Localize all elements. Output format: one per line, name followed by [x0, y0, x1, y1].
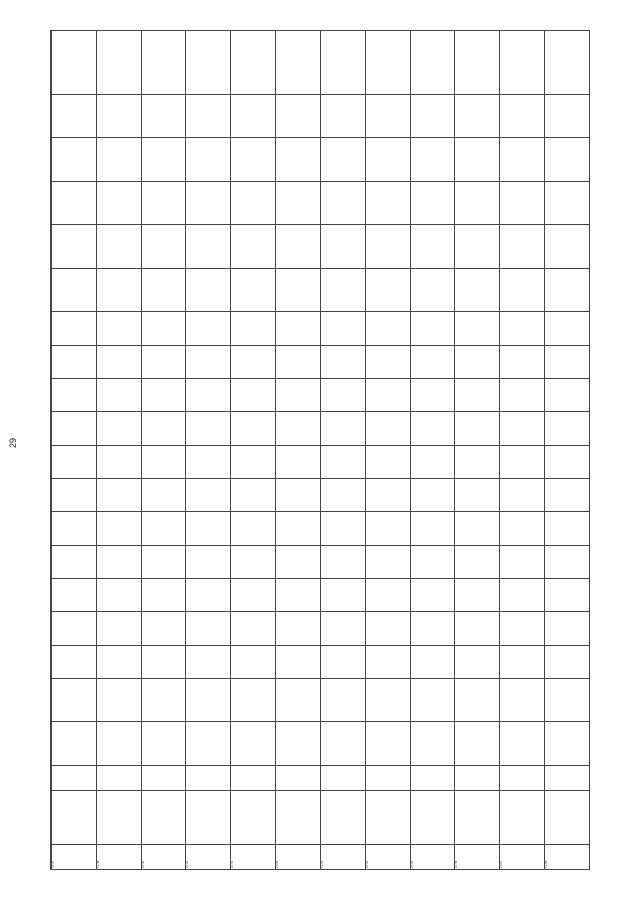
table-cell — [52, 512, 97, 545]
table-cell — [320, 268, 365, 311]
table-cell — [320, 512, 365, 545]
table-cell — [96, 545, 141, 578]
table-cell — [365, 765, 410, 790]
table-cell: 2.1.48 — [96, 844, 141, 869]
table-cell — [186, 345, 231, 378]
table-cell — [52, 312, 97, 345]
table-body — [52, 31, 590, 870]
table-cell: 2.1.52 — [276, 844, 321, 869]
table-cell — [455, 345, 500, 378]
table-cell — [410, 445, 455, 478]
table-cell — [52, 138, 97, 181]
table-cell — [320, 181, 365, 224]
table-cell — [410, 412, 455, 445]
table-cell — [410, 181, 455, 224]
table-cell — [276, 181, 321, 224]
table-cell — [141, 612, 186, 645]
table-cell — [141, 578, 186, 611]
table-cell — [365, 791, 410, 845]
table-cell — [186, 412, 231, 445]
table-cell — [410, 791, 455, 845]
table-cell — [186, 445, 231, 478]
table-cell — [545, 722, 590, 765]
table-cell — [141, 512, 186, 545]
table-cell — [365, 312, 410, 345]
table-row — [141, 31, 186, 870]
table-cell — [455, 94, 500, 137]
table-row — [276, 31, 321, 870]
table-cell — [186, 645, 231, 678]
table-cell — [545, 378, 590, 411]
table-cell — [141, 765, 186, 790]
table-cell — [455, 791, 500, 845]
table-cell — [545, 138, 590, 181]
table-cell — [455, 378, 500, 411]
table-cell — [365, 378, 410, 411]
table-cell — [455, 578, 500, 611]
table-cell — [276, 612, 321, 645]
table-cell — [455, 679, 500, 722]
table-cell — [141, 31, 186, 95]
table-cell — [320, 722, 365, 765]
table-cell — [276, 94, 321, 137]
table-cell — [545, 578, 590, 611]
table-cell — [231, 378, 276, 411]
table-cell — [455, 138, 500, 181]
table-cell — [231, 445, 276, 478]
table-cell — [96, 378, 141, 411]
table-cell — [500, 679, 545, 722]
table-cell — [231, 722, 276, 765]
table-cell — [455, 645, 500, 678]
table-cell — [500, 412, 545, 445]
table-cell — [365, 268, 410, 311]
table-cell — [231, 478, 276, 511]
table-cell — [231, 412, 276, 445]
table-cell — [52, 612, 97, 645]
table-cell — [141, 268, 186, 311]
table-cell — [231, 612, 276, 645]
table-cell — [276, 31, 321, 95]
table-cell — [455, 445, 500, 478]
table-cell — [500, 225, 545, 268]
table-cell — [500, 138, 545, 181]
table-cell — [96, 791, 141, 845]
table-cell — [276, 791, 321, 845]
table-cell — [320, 225, 365, 268]
table-cell — [276, 765, 321, 790]
table-cell — [545, 225, 590, 268]
table-cell — [365, 445, 410, 478]
table-cell — [186, 378, 231, 411]
table-cell — [231, 138, 276, 181]
table-cell — [545, 181, 590, 224]
table-cell — [410, 225, 455, 268]
table-cell — [410, 312, 455, 345]
table-cell — [141, 345, 186, 378]
table-cell — [231, 181, 276, 224]
table-cell — [276, 722, 321, 765]
table-cell — [545, 345, 590, 378]
table-cell — [96, 578, 141, 611]
table-cell — [276, 512, 321, 545]
table-cell — [52, 378, 97, 411]
table-cell — [52, 225, 97, 268]
table-cell — [141, 138, 186, 181]
table-cell — [52, 645, 97, 678]
table-cell — [365, 679, 410, 722]
table-cell — [365, 545, 410, 578]
table-cell — [365, 225, 410, 268]
table-cell — [186, 545, 231, 578]
table-cell — [52, 268, 97, 311]
table-cell — [231, 679, 276, 722]
table-cell — [141, 181, 186, 224]
table-cell — [320, 791, 365, 845]
table-cell — [96, 412, 141, 445]
table-cell — [320, 445, 365, 478]
table-row — [231, 31, 276, 870]
table-cell — [455, 312, 500, 345]
table-cell — [320, 138, 365, 181]
table-cell — [186, 181, 231, 224]
table-cell — [500, 791, 545, 845]
table-cell — [276, 478, 321, 511]
table-cell — [231, 225, 276, 268]
table-cell — [52, 345, 97, 378]
table-cell — [186, 679, 231, 722]
table-cell: 2.1.50 — [186, 844, 231, 869]
table-cell — [186, 722, 231, 765]
table-cell — [96, 445, 141, 478]
table-cell — [186, 765, 231, 790]
table-cell — [545, 31, 590, 95]
table-cell — [141, 645, 186, 678]
table-cell — [276, 225, 321, 268]
table-cell — [410, 378, 455, 411]
table-cell — [410, 138, 455, 181]
table-cell — [500, 545, 545, 578]
table-cell — [545, 612, 590, 645]
table-cell — [52, 791, 97, 845]
table-cell: 2.1.57 — [500, 844, 545, 869]
table-cell — [365, 94, 410, 137]
table-cell — [141, 378, 186, 411]
table-cell — [96, 181, 141, 224]
table-cell — [276, 412, 321, 445]
table-cell — [410, 578, 455, 611]
table-cell — [52, 31, 97, 95]
table-cell — [320, 412, 365, 445]
table-cell — [500, 478, 545, 511]
table-cell — [96, 512, 141, 545]
table-cell: 2.1.47 — [52, 844, 97, 869]
table-cell — [410, 512, 455, 545]
table-cell — [410, 612, 455, 645]
table-cell — [500, 645, 545, 678]
table-cell — [500, 512, 545, 545]
table-cell — [141, 722, 186, 765]
table-row — [52, 31, 97, 870]
table-cell — [276, 445, 321, 478]
table-cell — [96, 138, 141, 181]
table-cell — [231, 791, 276, 845]
table-cell — [410, 679, 455, 722]
table-cell — [500, 31, 545, 95]
table-cell — [500, 765, 545, 790]
table-cell — [545, 445, 590, 478]
table-cell — [141, 445, 186, 478]
table-cell — [545, 679, 590, 722]
table-cell — [410, 94, 455, 137]
table-cell — [276, 268, 321, 311]
table-cell — [320, 94, 365, 137]
table-cell — [365, 31, 410, 95]
table-cell — [320, 679, 365, 722]
table-cell — [365, 645, 410, 678]
table-cell — [231, 312, 276, 345]
table-cell — [52, 445, 97, 478]
table-cell — [365, 345, 410, 378]
table-cell — [320, 765, 365, 790]
table-cell — [500, 612, 545, 645]
table-cell — [365, 578, 410, 611]
table-cell — [276, 345, 321, 378]
table-cell — [500, 578, 545, 611]
table-cell — [96, 225, 141, 268]
table-cell — [455, 722, 500, 765]
table-cell — [320, 545, 365, 578]
table-cell — [545, 412, 590, 445]
table-cell — [545, 765, 590, 790]
table-cell — [186, 268, 231, 311]
table-cell — [410, 765, 455, 790]
table-cell — [186, 612, 231, 645]
table-cell — [96, 312, 141, 345]
table-cell — [52, 412, 97, 445]
table-cell — [276, 679, 321, 722]
table-cell — [96, 94, 141, 137]
table-cell — [141, 679, 186, 722]
table-cell — [500, 94, 545, 137]
table-cell: 2.1.51 — [231, 844, 276, 869]
table-cell — [52, 478, 97, 511]
table-cell — [231, 645, 276, 678]
table-cell — [276, 545, 321, 578]
table-cell — [320, 378, 365, 411]
table-cell — [545, 94, 590, 137]
table-cell — [276, 138, 321, 181]
table-cell — [500, 445, 545, 478]
table-row — [96, 31, 141, 870]
table-cell — [545, 645, 590, 678]
table-cell — [52, 545, 97, 578]
table-cell — [141, 545, 186, 578]
table-cell — [231, 512, 276, 545]
table-cell — [320, 345, 365, 378]
table-cell — [276, 645, 321, 678]
table-cell — [500, 345, 545, 378]
table-cell — [365, 412, 410, 445]
table-cell — [545, 791, 590, 845]
table-row — [186, 31, 231, 870]
table-cell — [52, 94, 97, 137]
table-cell — [545, 268, 590, 311]
table-cell: 2.1.54 — [365, 844, 410, 869]
table-cell — [410, 345, 455, 378]
table-cell — [320, 578, 365, 611]
table-cell: 2.1.56 — [455, 844, 500, 869]
table-cell — [365, 722, 410, 765]
table-cell — [455, 412, 500, 445]
table-row — [320, 31, 365, 870]
rotated-table-sheet — [50, 30, 590, 870]
table-cell — [500, 378, 545, 411]
table-cell — [231, 578, 276, 611]
table-cell — [455, 512, 500, 545]
table-cell — [96, 345, 141, 378]
table-cell — [96, 679, 141, 722]
table-cell — [231, 345, 276, 378]
table-cell — [320, 31, 365, 95]
table-cell — [365, 181, 410, 224]
table-cell — [186, 478, 231, 511]
table-cell — [231, 545, 276, 578]
table-cell — [320, 645, 365, 678]
table-row — [410, 31, 455, 870]
table-cell — [455, 545, 500, 578]
table-cell — [186, 31, 231, 95]
table-cell — [545, 478, 590, 511]
table-cell: 2.1.55 — [410, 844, 455, 869]
table-cell — [455, 268, 500, 311]
table-cell — [410, 478, 455, 511]
table-cell — [365, 478, 410, 511]
table-cell — [231, 268, 276, 311]
table-cell — [545, 312, 590, 345]
table-cell — [231, 765, 276, 790]
table-cell — [410, 645, 455, 678]
table-cell — [455, 225, 500, 268]
table-cell — [186, 578, 231, 611]
table-cell: 2.1.53 — [320, 844, 365, 869]
table-cell — [96, 612, 141, 645]
table-cell — [141, 412, 186, 445]
table-row — [500, 31, 545, 870]
table-cell — [186, 138, 231, 181]
table-cell — [186, 512, 231, 545]
table-cell — [141, 478, 186, 511]
table-cell — [410, 31, 455, 95]
table-cell — [186, 312, 231, 345]
table-cell — [96, 645, 141, 678]
data-table — [50, 30, 590, 870]
table-cell — [500, 722, 545, 765]
table-cell — [186, 225, 231, 268]
table-cell — [231, 31, 276, 95]
table-cell — [545, 545, 590, 578]
table-cell: 2.1.49 — [141, 844, 186, 869]
table-cell — [141, 312, 186, 345]
table-cell — [455, 612, 500, 645]
table-cell — [52, 181, 97, 224]
table-cell — [276, 578, 321, 611]
table-cell — [96, 722, 141, 765]
table-cell — [320, 612, 365, 645]
table-row — [365, 31, 410, 870]
table-cell — [276, 378, 321, 411]
table-cell — [186, 791, 231, 845]
table-row — [545, 31, 590, 870]
page-number: 29 — [8, 437, 18, 448]
table-cell — [96, 765, 141, 790]
table-cell — [365, 138, 410, 181]
table-cell — [545, 512, 590, 545]
table-cell — [410, 268, 455, 311]
table-cell — [96, 31, 141, 95]
table-cell — [141, 94, 186, 137]
table-row — [455, 31, 500, 870]
table-cell: 2.1.58 — [545, 844, 590, 869]
table-cell — [96, 478, 141, 511]
table-cell — [52, 679, 97, 722]
table-cell — [141, 791, 186, 845]
table-cell — [276, 312, 321, 345]
table-cell — [365, 612, 410, 645]
table-cell — [500, 268, 545, 311]
table-cell — [52, 765, 97, 790]
table-cell — [320, 312, 365, 345]
table-cell — [455, 31, 500, 95]
table-cell — [141, 225, 186, 268]
table-cell — [455, 478, 500, 511]
table-cell — [410, 722, 455, 765]
table-cell — [52, 722, 97, 765]
table-cell — [500, 312, 545, 345]
table-cell — [455, 181, 500, 224]
table-cell — [96, 268, 141, 311]
table-cell — [320, 478, 365, 511]
table-cell — [52, 578, 97, 611]
table-cell — [231, 94, 276, 137]
table-cell — [186, 94, 231, 137]
table-cell — [455, 765, 500, 790]
table-cell — [410, 545, 455, 578]
table-cell — [365, 512, 410, 545]
table-cell — [500, 181, 545, 224]
